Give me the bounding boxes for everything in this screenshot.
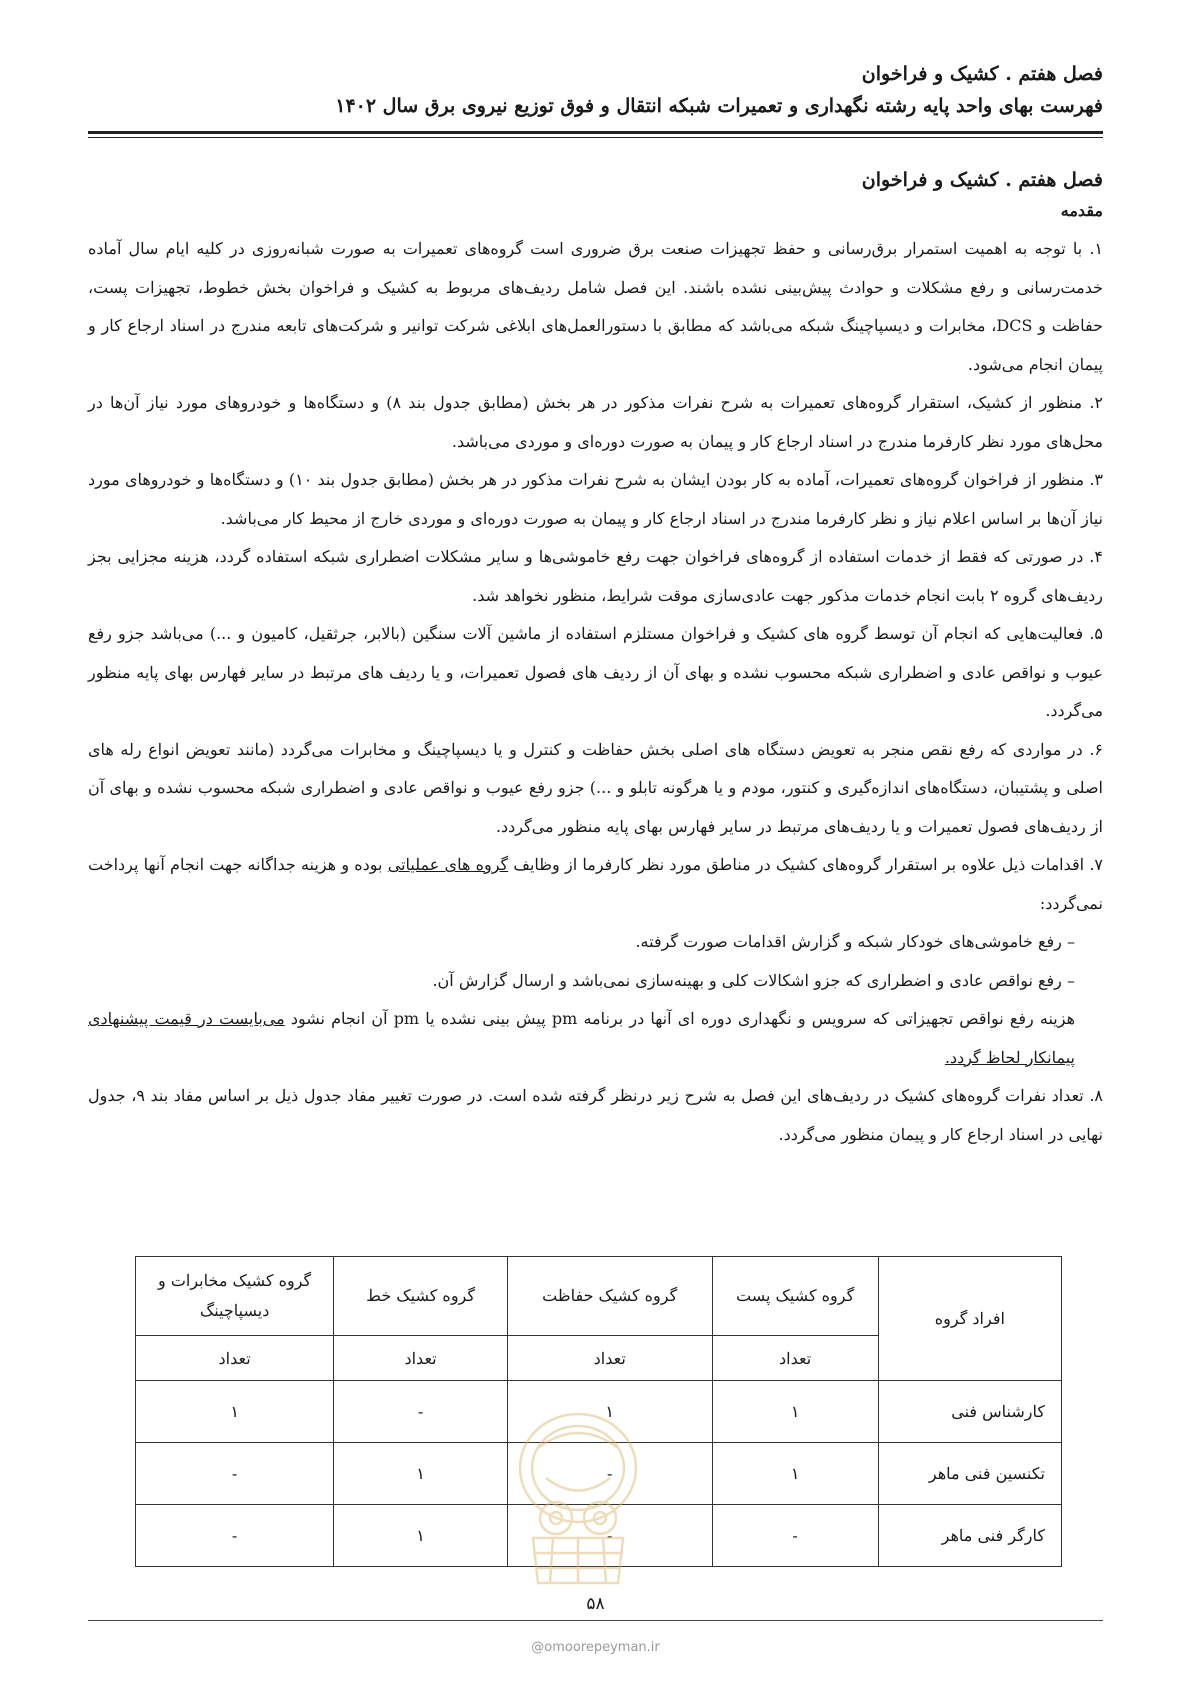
count-label: تعداد bbox=[507, 1336, 712, 1381]
table-cell: ۱ bbox=[712, 1381, 878, 1443]
row-label: کارشناس فنی bbox=[878, 1381, 1061, 1443]
section-title: فصل هفتم . کشیک و فراخوان bbox=[861, 169, 1103, 191]
page-header bbox=[88, 58, 1103, 122]
table-cell: ۱ bbox=[334, 1443, 508, 1505]
header-subtitle: فهرست بهای واحد پایه رشته نگهداری و تعمیرات شبکه انتقال و فوق توزیع نیروی برق سال ۱۴۰۲ bbox=[335, 95, 1103, 117]
footer-rule bbox=[88, 1620, 1103, 1621]
count-label: تعداد bbox=[712, 1336, 878, 1381]
main-content bbox=[88, 164, 1103, 1154]
page-number: ۵۸ bbox=[586, 1594, 605, 1614]
watermark-seal-icon bbox=[508, 1408, 648, 1598]
table-col-header: گروه کشیک مخابرات و دیسپاچینگ bbox=[136, 1257, 334, 1336]
pm-note bbox=[88, 1000, 1103, 1077]
table-cell: - bbox=[507, 1505, 712, 1567]
header-rule-thin bbox=[88, 137, 1103, 138]
table-header-row bbox=[136, 1257, 1062, 1336]
table-cell: - bbox=[507, 1443, 712, 1505]
pm-note-text: هزینه رفع نواقص تجهیزاتی که سرویس و نگهداری دوره ای آنها در برنامه pm پیش بینی نشده یا pm آن انجام نشود bbox=[284, 1009, 1076, 1028]
table-col-header: گروه کشیک پست bbox=[712, 1257, 878, 1336]
table-cell: - bbox=[136, 1443, 334, 1505]
paragraph-5: ۵. فعالیت‌هایی که انجام آن توسط گروه های کشیک و فراخوان مستلزم استفاده از ماشین آلات سنگین (بالابر، جرثقیل، کامیون و ...) می‌باشد جزو رفع عیوب و نواقص عادی و اضطراری شبکه محسوب نشده و بهای آن از ردیف های فصول تعمیرات، و یا ردیف های مرتبط در سایر فهارس بهای پایه منظور می‌گردد. bbox=[88, 624, 1103, 720]
paragraph-4: ۴. در صورتی که فقط از خدمات استفاده از گروه‌های فراخوان جهت رفع خاموشی‌ها و سایر مشکلات اضطراری شبکه استفاده گردد، هزینه مجزایی بجز ردیف‌های گروه ۲ بابت انجام خدمات مذکور جهت عادی‌سازی موقت شرایط، منظور نخواهد شد. bbox=[88, 547, 1103, 605]
count-label: تعداد bbox=[334, 1336, 508, 1381]
row-label: کارگر فنی ماهر bbox=[878, 1505, 1061, 1567]
table-col-header: گروه کشیک حفاظت bbox=[507, 1257, 712, 1336]
paragraph-7 bbox=[88, 846, 1103, 923]
table-cell: ۱ bbox=[712, 1443, 878, 1505]
duties-list bbox=[88, 923, 1103, 1000]
paragraph-3: ۳. منظور از فراخوان گروه‌های تعمیرات، آماده به کار بودن ایشان به شرح نفرات مذکور در هر بخش (مطابق جدول بند ۱۰) و دستگاه‌ها و خودروهای مورد نیاز آن‌ها بر اساس اعلام نیاز و نظر کارفرما مندرج در اسناد ارجاع کار و پیمان به صورت دوره‌ای و موردی خارج از محیط کار می‌باشد. bbox=[88, 470, 1103, 528]
paragraph-1: ۱. با توجه به اهمیت استمرار برق‌رسانی و حفظ تجهیزات صنعت برق ضروری است گروه‌های تعمیرات به صورت شبانه‌روزی در کلیه ایام سال آماده خدمت‌رسانی و رفع مشکلات و حوادث پیش‌بینی نشده باشند. این فصل شامل ردیف‌های مربوط به کشیک و فراخوان بخش خطوط، تجهیزات پست، حفاظت و DCS، مخابرات و دیسپاچینگ شبکه می‌باشد که مطابق با دستورالعمل‌های ابلاغی شرکت توانیر و شرکت‌های تابعه مندرج در اسناد ارجاع کار و پیمان انجام می‌شود. bbox=[88, 239, 1103, 374]
count-label: تعداد bbox=[136, 1336, 334, 1381]
paragraph-6: ۶. در مواردی که رفع نقص منجر به تعویض دستگاه های اصلی بخش حفاظت و کنترل و یا دیسپاچینگ و مخابرات می‌گردد (مانند تعویض انواع رله های اصلی و پشتیبان، دستگاه‌های اندازه‌گیری و کنتور، مودم و یا هرگونه تابلو و ...) جزو رفع عیوب و نواقص عادی و اضطراری شبکه محسوب نشده و بهای آن از ردیف‌های فصول تعمیرات و یا ردیف‌های مرتبط در سایر فهارس بهای پایه منظور می‌گردد. bbox=[88, 739, 1104, 836]
list-item: – رفع خاموشی‌های خودکار شبکه و گزارش اقدامات صورت گرفته. bbox=[88, 923, 1075, 962]
list-item: – رفع نواقص عادی و اضطراری که جزو اشکالات کلی و بهینه‌سازی نمی‌باشد و ارسال گزارش آن. bbox=[88, 962, 1075, 1001]
row-label: تکنسین فنی ماهر bbox=[878, 1443, 1061, 1505]
table-cell: ۱ bbox=[334, 1505, 508, 1567]
header-rule-thick bbox=[88, 131, 1103, 134]
table-col-header: گروه کشیک خط bbox=[334, 1257, 508, 1336]
header-chapter: فصل هفتم . کشیک و فراخوان bbox=[861, 63, 1103, 85]
paragraph-7-underlined: گروه های عملیاتی bbox=[387, 855, 509, 874]
table-row-header: افراد گروه bbox=[878, 1257, 1061, 1381]
paragraph-2: ۲. منظور از کشیک، استقرار گروه‌های تعمیرات به شرح نفرات مذکور در هر بخش (مطابق جدول بند ۸) و دستگاه‌ها و خودروهای مورد نیاز آن‌ها در محل‌های مورد نظر کارفرما مندرج در اسناد ارجاع کار و پیمان به صورت دوره‌ای و موردی می‌باشد. bbox=[88, 393, 1103, 451]
table-cell: ۱ bbox=[507, 1381, 712, 1443]
table-cell: - bbox=[712, 1505, 878, 1567]
table-cell: - bbox=[136, 1505, 334, 1567]
paragraph-7-before: ۷. اقدامات ذیل علاوه بر استقرار گروه‌های کشیک در مناطق مورد نظر کارفرما از وظایف bbox=[508, 855, 1104, 874]
pm-note-underlined: می‌بایست در قیمت پیشنهادی پیمانکار لحاظ گردد. bbox=[88, 1009, 1075, 1067]
table-cell: ۱ bbox=[136, 1381, 334, 1443]
table-cell: - bbox=[334, 1381, 508, 1443]
paragraph-8: ۸. تعداد نفرات گروه‌های کشیک در ردیف‌های این فصل به شرح زیر درنظر گرفته شده است. در صورت تغییر مفاد جدول ذیل بر اساس مفاد بند ۹، جدول نهایی در اسناد ارجاع کار و پیمان منظور می‌گردد. bbox=[88, 1086, 1103, 1144]
intro-heading: مقدمه bbox=[1060, 201, 1103, 220]
paragraph-7-after: بوده و هزینه جداگانه جهت انجام آنها پرداخت نمی‌گردد: bbox=[88, 855, 1103, 913]
watermark-url: @omoorepeyman.ir bbox=[531, 1640, 660, 1655]
